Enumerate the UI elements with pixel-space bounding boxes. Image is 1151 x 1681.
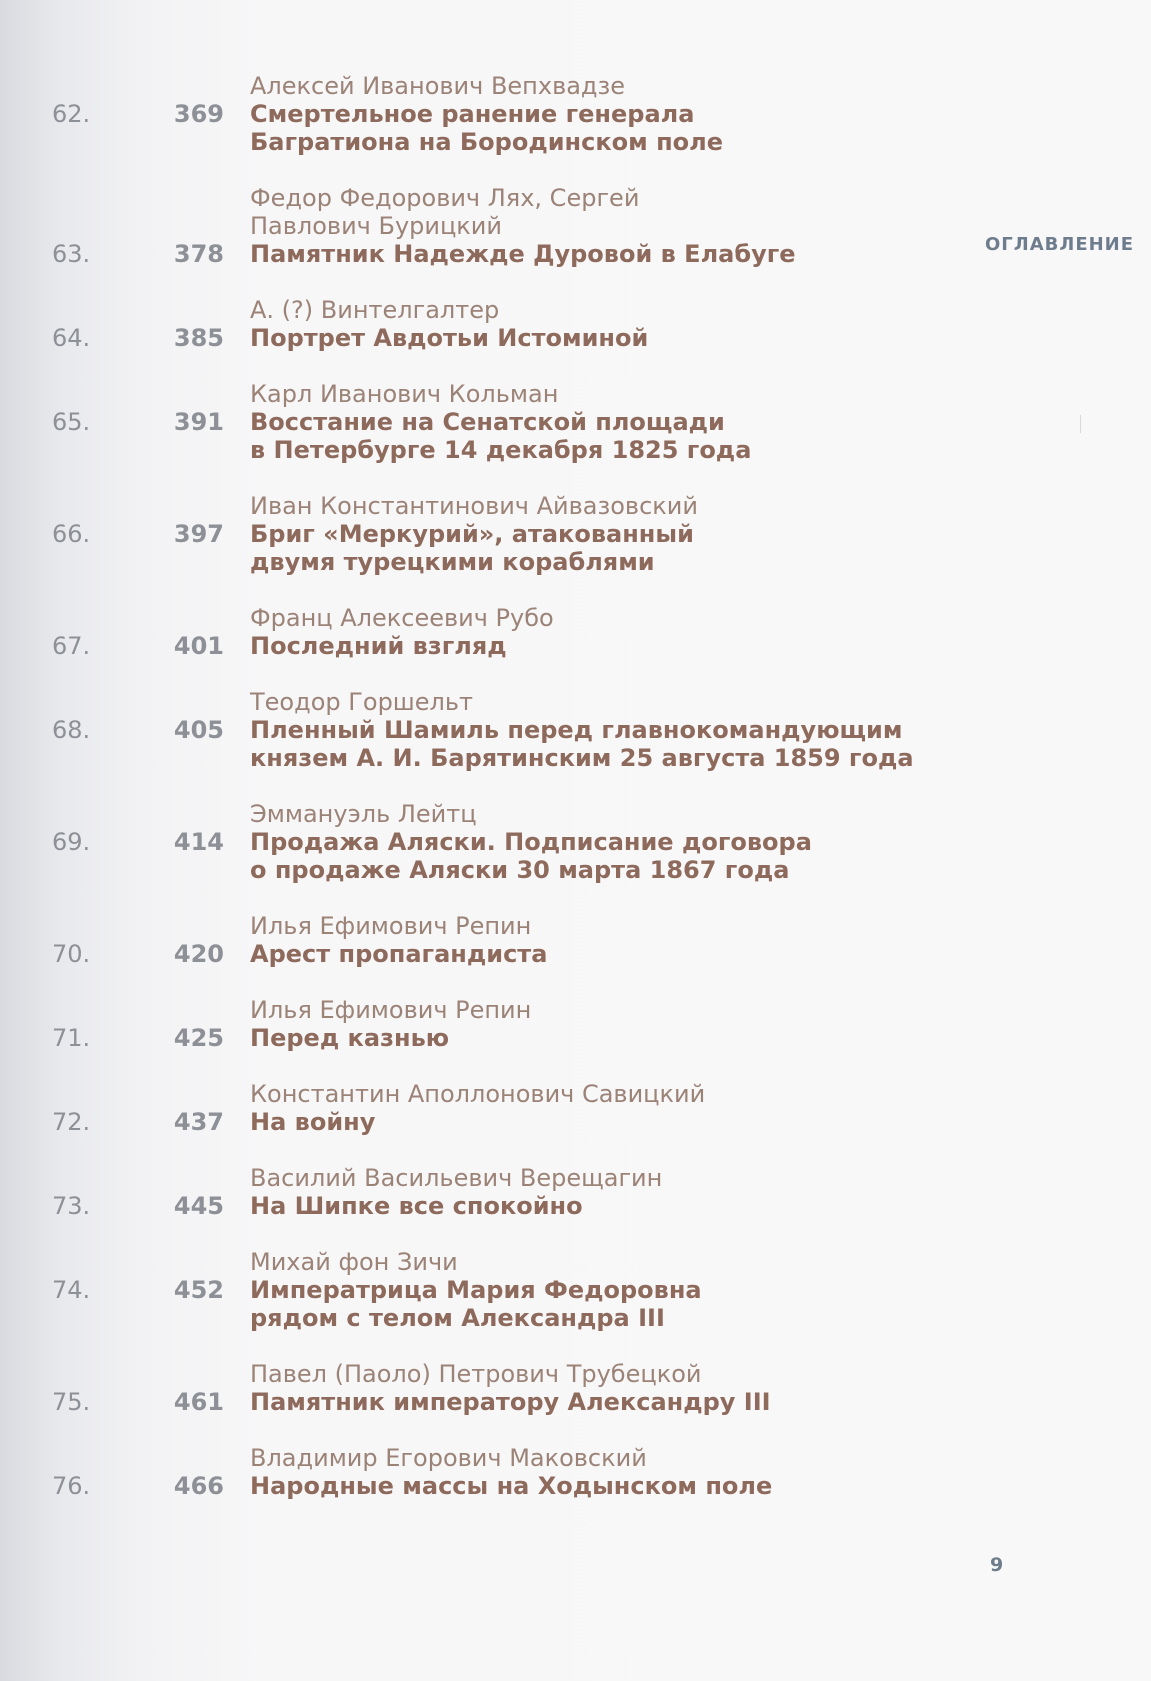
entry-title: Багратиона на Бородинском поле [250,128,724,156]
entry-page: 420 [173,940,224,968]
entry-author: Михай фон Зичи [250,1248,458,1276]
entry-author: Иван Константинович Айвазовский [250,492,698,520]
entry-title: Арест пропагандиста [250,940,548,968]
entry-title: в Петербурге 14 декабря 1825 года [250,436,752,464]
entry-number: 69. [52,828,91,856]
entry-number: 67. [52,632,91,660]
entry-number: 75. [52,1388,91,1416]
entry-number: 64. [52,324,91,352]
entry-page: 405 [173,716,224,744]
entry-author: Илья Ефимович Репин [250,996,532,1024]
entry-title: рядом с телом Александра III [250,1304,665,1332]
entry-title: Памятник императору Александру III [250,1388,771,1416]
entry-author: Эммануэль Лейтц [250,800,477,828]
entry-title: о продаже Аляски 30 марта 1867 года [250,856,790,884]
entry-title: Продажа Аляски. Подписание договора [250,828,812,856]
entry-title: Восстание на Сенатской площади [250,408,725,436]
entry-author: Илья Ефимович Репин [250,912,532,940]
entry-page: 385 [173,324,224,352]
entry-number: 62. [52,100,91,128]
entry-title: Бриг «Меркурий», атакованный [250,520,694,548]
entry-author: Константин Аполлонович Савицкий [250,1080,706,1108]
entry-author: Франц Алексеевич Рубо [250,604,554,632]
entry-page: 397 [173,520,224,548]
entry-title: Последний взгляд [250,632,507,660]
entry-title: Перед казнью [250,1024,450,1052]
entry-author: Василий Васильевич Верещагин [250,1164,663,1192]
entry-number: 68. [52,716,91,744]
section-label: ОГЛАВЛЕНИЕ [985,234,1135,255]
entry-author: Карл Иванович Кольман [250,380,559,408]
entry-page: 445 [173,1192,224,1220]
entry-title: Императрица Мария Федоровна [250,1276,702,1304]
entry-page: 452 [173,1276,224,1304]
entry-page: 461 [173,1388,224,1416]
entry-title: Памятник Надежде Дуровой в Елабуге [250,240,796,268]
entry-title: На Шипке все спокойно [250,1192,583,1220]
entry-page: 391 [173,408,224,436]
entry-number: 76. [52,1472,91,1500]
entry-number: 74. [52,1276,91,1304]
entry-author: Алексей Иванович Вепхвадзе [250,72,626,100]
entry-title: Пленный Шамиль перед главнокомандующим [250,716,903,744]
entry-author: Павел (Паоло) Петрович Трубецкой [250,1360,702,1388]
entry-number: 72. [52,1108,91,1136]
entry-author: Павлович Бурицкий [250,212,502,240]
entry-author: Теодор Горшельт [250,688,473,716]
entry-page: 466 [173,1472,224,1500]
entry-number: 70. [52,940,91,968]
entry-title: На войну [250,1108,376,1136]
entry-page: 414 [173,828,224,856]
entry-author: Владимир Егорович Маковский [250,1444,647,1472]
entry-number: 63. [52,240,91,268]
entry-title: двумя турецкими кораблями [250,548,655,576]
entry-page: 437 [173,1108,224,1136]
entry-number: 73. [52,1192,91,1220]
page-number: 9 [990,1554,1004,1576]
entry-page: 378 [173,240,224,268]
entry-number: 71. [52,1024,91,1052]
entry-title: князем А. И. Барятинским 25 августа 1859 года [250,744,914,772]
entry-title: Портрет Авдотьи Истоминой [250,324,649,352]
entry-page: 425 [173,1024,224,1052]
entry-page: 401 [173,632,224,660]
entry-author: Федор Федорович Лях, Сергей [250,184,640,212]
entry-number: 65. [52,408,91,436]
margin-mark [1080,415,1081,433]
entry-number: 66. [52,520,91,548]
entry-title: Народные массы на Ходынском поле [250,1472,773,1500]
entry-author: А. (?) Винтелгалтер [250,296,500,324]
entry-page: 369 [173,100,224,128]
entry-title: Смертельное ранение генерала [250,100,695,128]
